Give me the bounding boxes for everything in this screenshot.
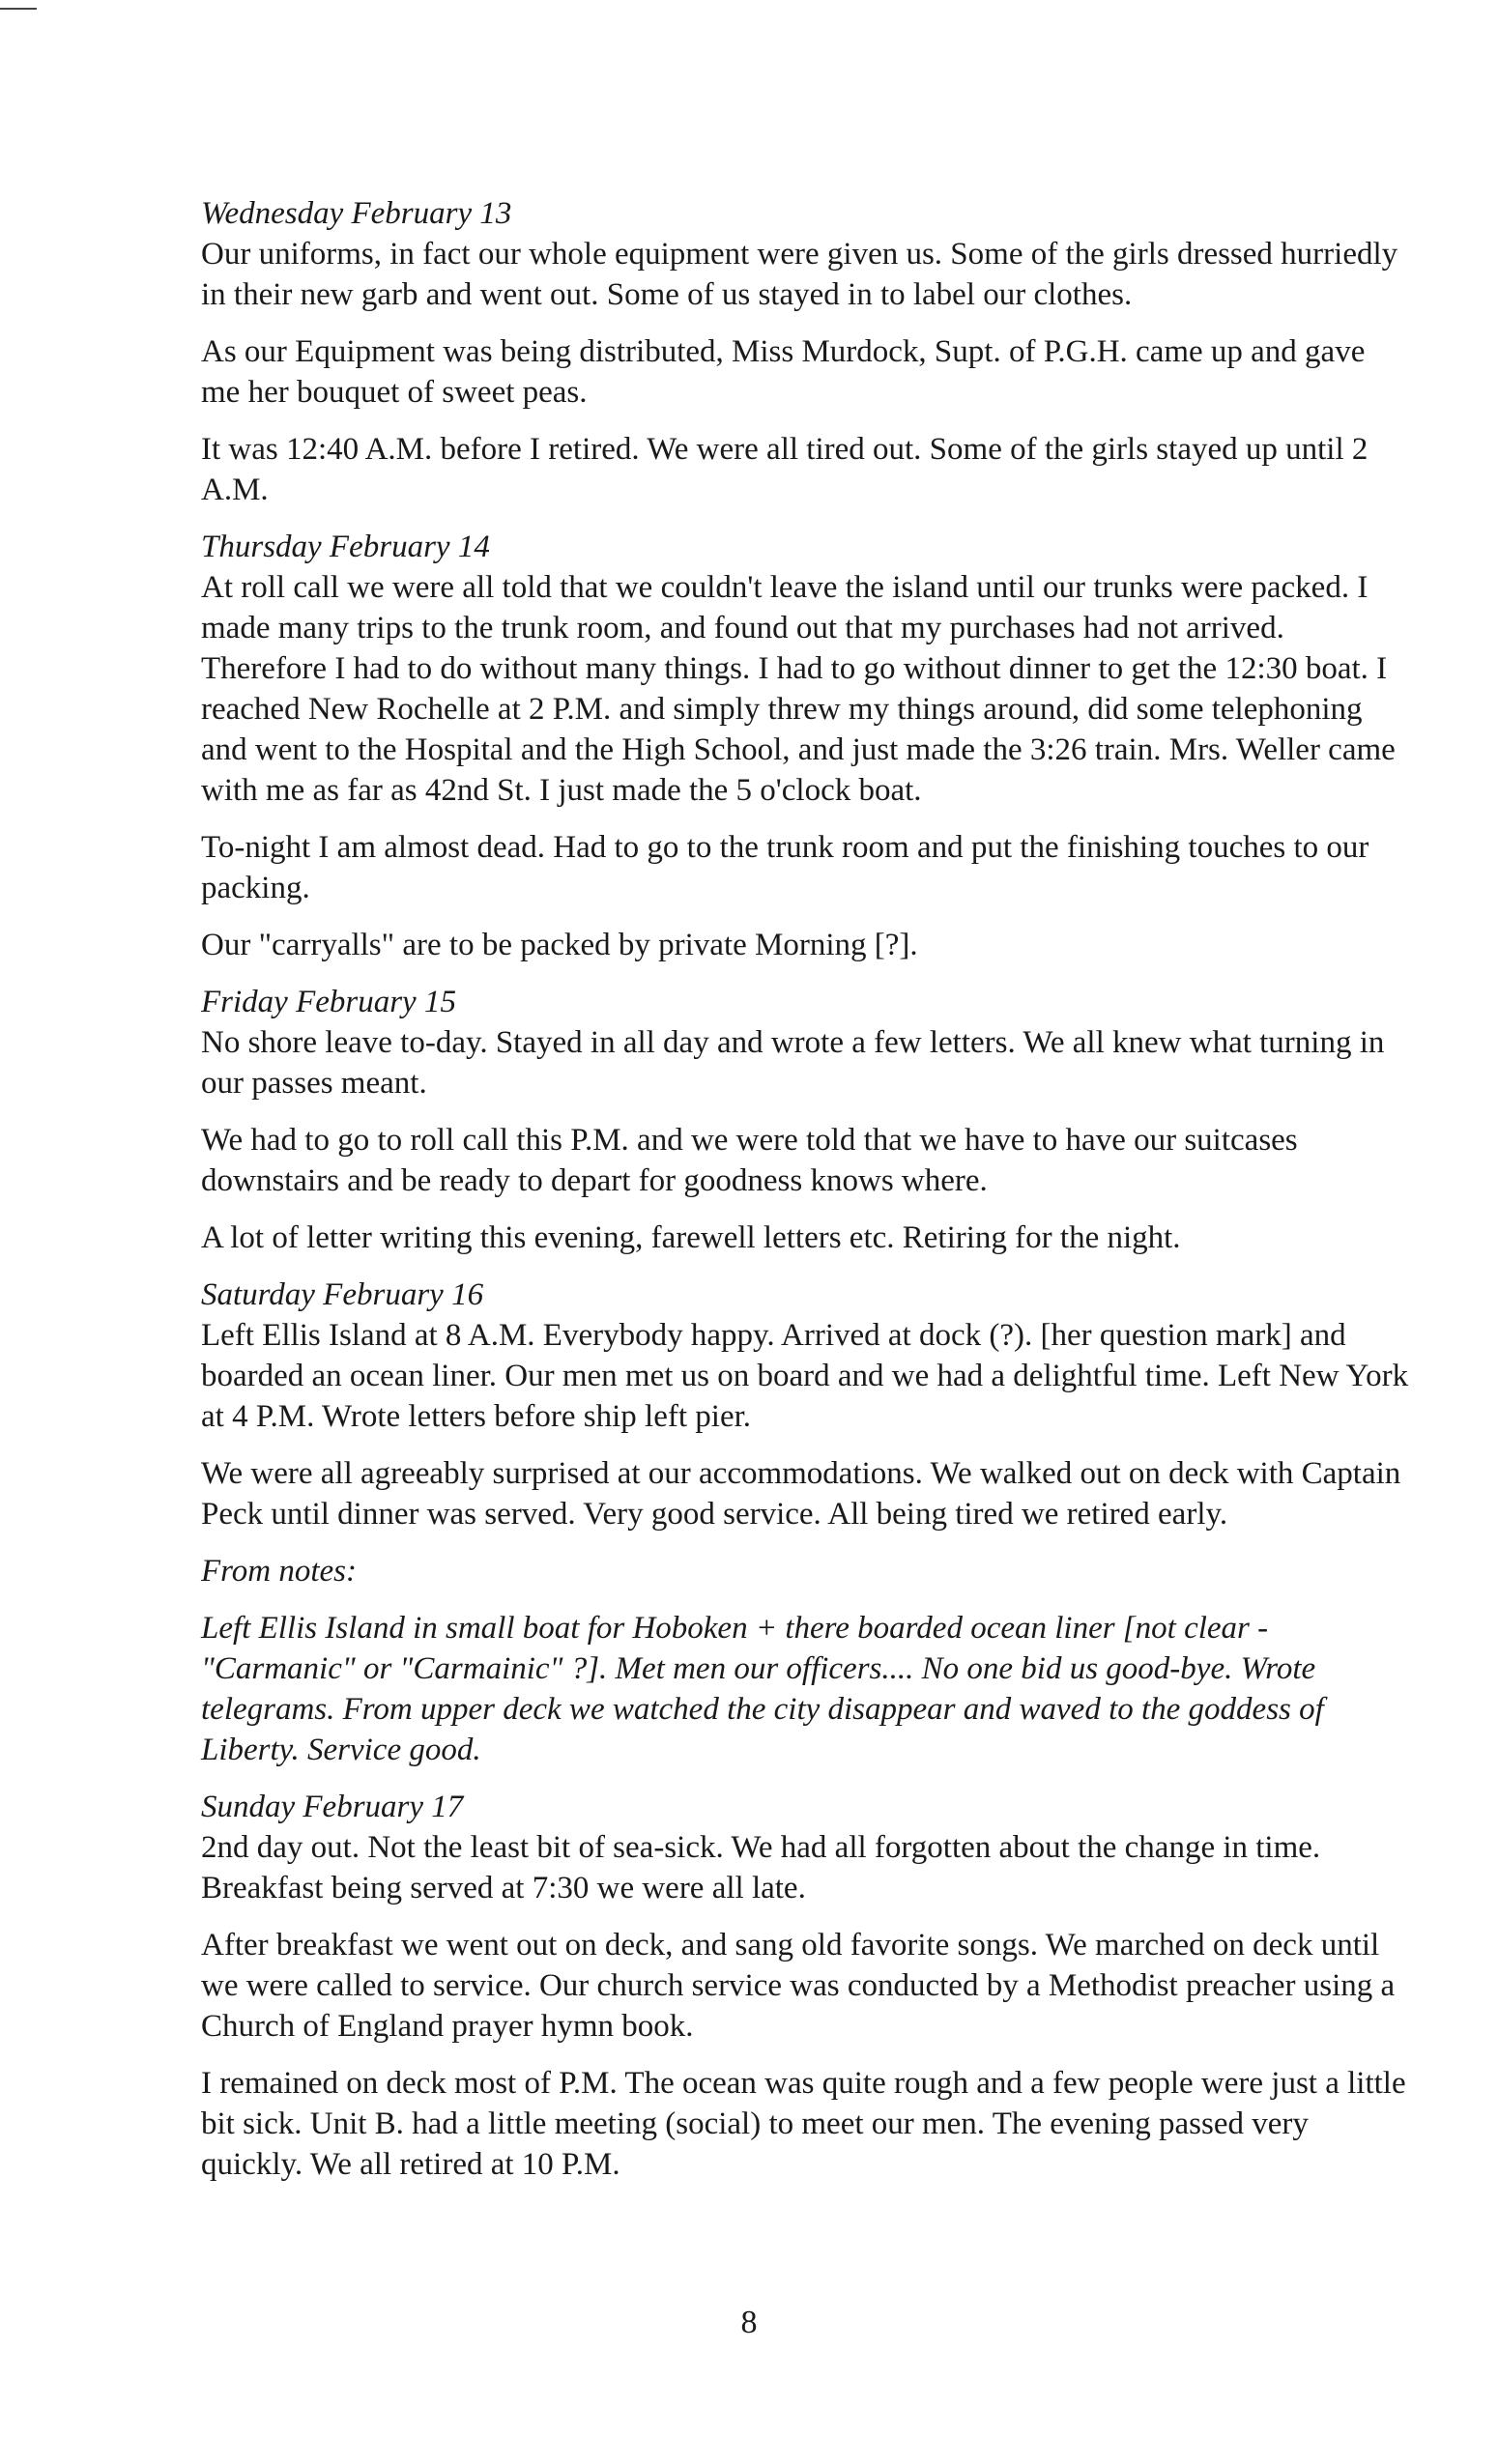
entry-paragraph: No shore leave to-day. Stayed in all day and wrote a few letters. We all knew what turning in our passes meant. bbox=[201, 1025, 1385, 1101]
entry-saturday bbox=[201, 1275, 1409, 1770]
entry-heading: Sunday February 17 bbox=[201, 1790, 464, 1824]
entry-paragraph: I remained on deck most of P.M. The ocean was quite rough and a few people were just a little bit sick. Unit B. had a little meeting (social) to meet our men. The evening passed very quickly. We all retired at 10 P.M. bbox=[201, 2066, 1406, 2182]
entry-paragraph: As our Equipment was being distributed, Miss Murdock, Supt. of P.G.H. came up and gave me her bouquet of sweet peas. bbox=[201, 334, 1366, 410]
entry-paragraph: It was 12:40 A.M. before I retired. We were all tired out. Some of the girls stayed up until 2 A.M. bbox=[201, 432, 1368, 507]
entry-paragraph: A lot of letter writing this evening, farewell letters etc. Retiring for the night. bbox=[201, 1220, 1181, 1255]
entry-sunday bbox=[201, 1787, 1409, 2185]
diary-page bbox=[201, 193, 1409, 2201]
entry-heading: Saturday February 16 bbox=[201, 1277, 484, 1312]
entry-wednesday bbox=[201, 193, 1409, 510]
entry-thursday bbox=[201, 527, 1409, 965]
entry-paragraph: After breakfast we went out on deck, and sang old favorite songs. We marched on deck until we were called to service. Our church service was conducted by a Methodist preacher using a Church of England prayer hymn book. bbox=[201, 1928, 1396, 2044]
entry-paragraph: Our "carryalls" are to be packed by private Morning [?]. bbox=[201, 928, 918, 962]
notes-label: From notes: bbox=[201, 1554, 358, 1589]
entry-paragraph: We were all agreeably surprised at our accommodations. We walked out on deck with Captain Peck until dinner was served. Very good service. All being tired we retired early. bbox=[201, 1456, 1401, 1532]
notes-text: Left Ellis Island in small boat for Hoboken + there boarded ocean liner [not clear - "Carmanic" or "Carmainic" ?]. Met men our officers.... No one bid us good-bye. Wrote telegrams. From upper deck we watched the city disappear and waved to the goddess of Liberty. Service good. bbox=[201, 1611, 1324, 1767]
entry-paragraph: 2nd day out. Not the least bit of sea-sick. We had all forgotten about the change in time. Breakfast being served at 7:30 we were all late. bbox=[201, 1830, 1321, 1905]
entry-heading: Friday February 15 bbox=[201, 985, 456, 1019]
entry-paragraph: To-night I am almost dead. Had to go to the trunk room and put the finishing touches to our packing. bbox=[201, 830, 1369, 905]
entry-paragraph: Left Ellis Island at 8 A.M. Everybody happy. Arrived at dock (?). [her question mark] and boarded an ocean liner. Our men met us on board and we had a delightful time. Left New York at 4 P.M. Wrote letters before ship left pier. bbox=[201, 1318, 1409, 1434]
page-number: 8 bbox=[740, 2305, 758, 2340]
scan-edge-mark bbox=[0, 8, 37, 10]
entry-paragraph: We had to go to roll call this P.M. and we were told that we have to have our suitcases downstairs and be ready to depart for goodness knows where. bbox=[201, 1123, 1298, 1198]
entry-paragraph: At roll call we were all told that we couldn't leave the island until our trunks were packed. I made many trips to the trunk room, and found out that my purchases had not arrived. Therefore I had to do without many things. I had to go without dinner to get the 12:30 boat. I reached New Rochelle at 2 P.M. and simply threw my things around, did some telephoning and went to the Hospital and the High School, and just made the 3:26 train. Mrs. Weller came with me as far as 42nd St. I just made the 5 o'clock boat. bbox=[201, 570, 1396, 808]
entry-heading: Wednesday February 13 bbox=[201, 196, 512, 231]
entry-friday bbox=[201, 982, 1409, 1258]
entry-heading: Thursday February 14 bbox=[201, 530, 490, 564]
entry-paragraph: Our uniforms, in fact our whole equipment were given us. Some of the girls dressed hurriedly in their new garb and went out. Some of us stayed in to label our clothes. bbox=[201, 237, 1398, 312]
